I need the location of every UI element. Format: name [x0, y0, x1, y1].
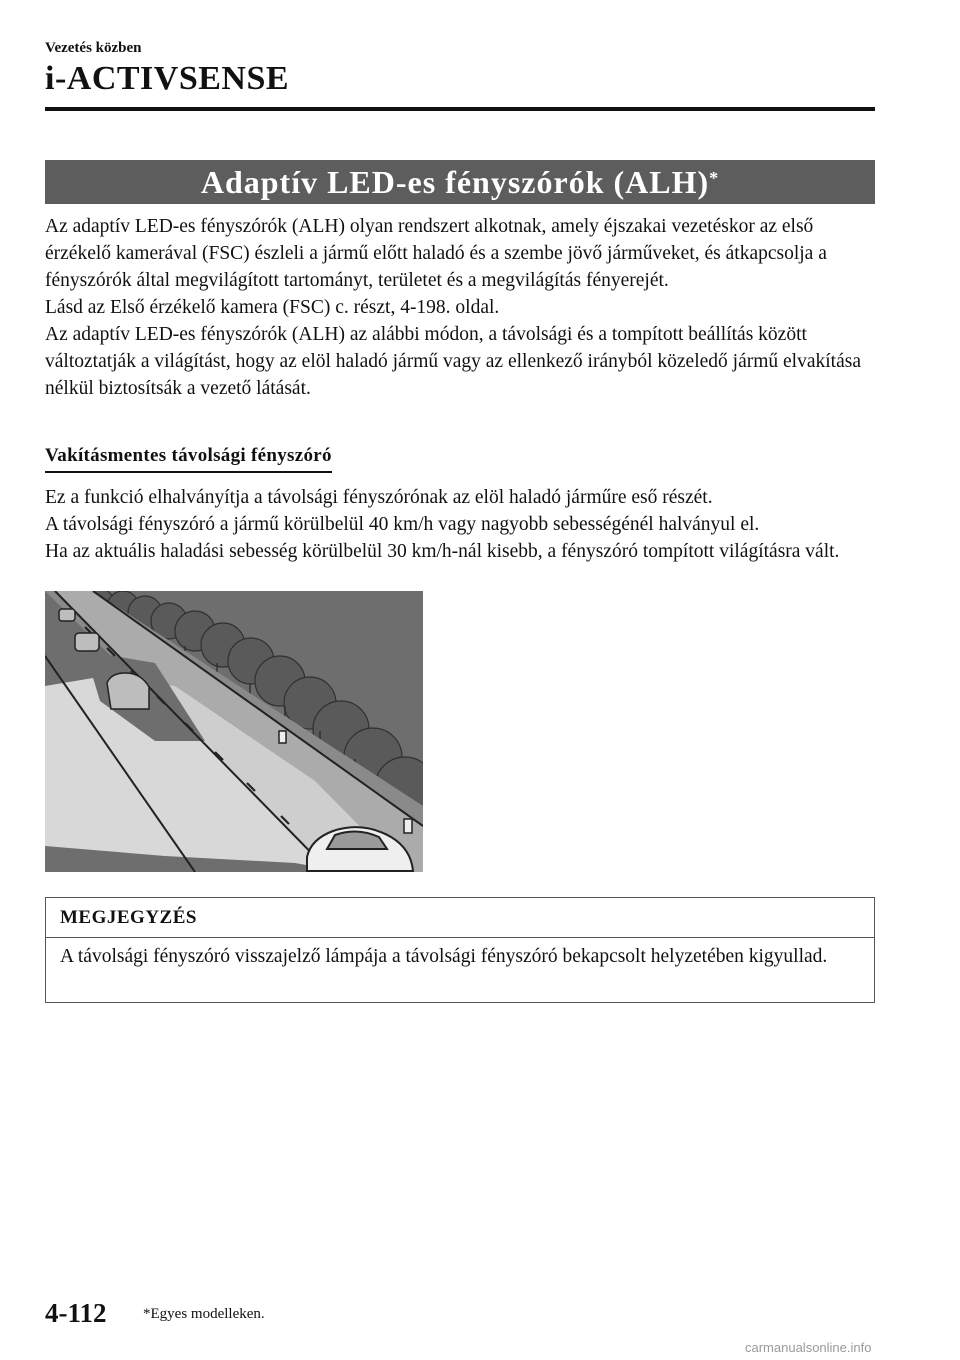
night-road-drawing — [45, 591, 423, 872]
subsection-text — [45, 484, 880, 565]
optional-equipment-marker: * — [709, 167, 720, 188]
subsection-heading: Vakításmentes távolsági fényszóró — [45, 445, 332, 473]
subsection-paragraph: A távolsági fényszóró a jármű körülbelül 40 km/h vagy nagyobb sebességénél halványul el. — [45, 514, 760, 535]
glare-free-high-beam-illustration — [45, 591, 423, 872]
watermark: carmanualsonline.info — [745, 1340, 872, 1355]
header-divider — [45, 107, 875, 111]
intro-paragraph: Lásd az Első érzékelő kamera (FSC) c. részt, 4-198. oldal. — [45, 297, 500, 318]
chapter-title: i-ACTIVSENSE — [45, 60, 290, 97]
page-number: 4-112 — [45, 1298, 107, 1328]
footnote: *Egyes modelleken. — [143, 1306, 265, 1322]
subsection-paragraph: Ez a funkció elhalványítja a távolsági fényszórónak az elöl haladó járműre eső részét. — [45, 487, 713, 508]
section-label: Vezetés közben — [45, 40, 142, 56]
note-title: MEGJEGYZÉS — [46, 898, 874, 938]
section-title: Adaptív LED-es fényszórók (ALH) — [200, 163, 710, 200]
intro-paragraph: Az adaptív LED-es fényszórók (ALH) olyan rendszert alkotnak, amely éjszakai vezetéskor az első érzékelő kamerával (FSC) észleli a jármű előtt haladó és a szembe jövő járműveket, és átkapcsolja a fényszórók által megvilágított tartományt, területet és a megvilágítás fényerejét. — [45, 216, 827, 291]
subsection-paragraph: Ha az aktuális haladási sebesség körülbelül 30 km/h-nál kisebb, a fényszóró tompított világításra vált. — [45, 541, 840, 562]
note-text: A távolsági fényszóró visszajelző lámpája a távolsági fényszóró bekapcsolt helyzetében kigyullad. — [60, 946, 828, 967]
intro-paragraph: Az adaptív LED-es fényszórók (ALH) az alábbi módon, a távolsági és a tompított beállítás között változtatják a világítást, hogy az elöl haladó jármű vagy az ellenkező irányból közeledő jármű elvakítása nélkül biztosítsák a vezető látását. — [45, 324, 861, 399]
section-title-banner — [45, 160, 875, 204]
intro-text — [45, 213, 880, 402]
note-box — [45, 897, 875, 1003]
